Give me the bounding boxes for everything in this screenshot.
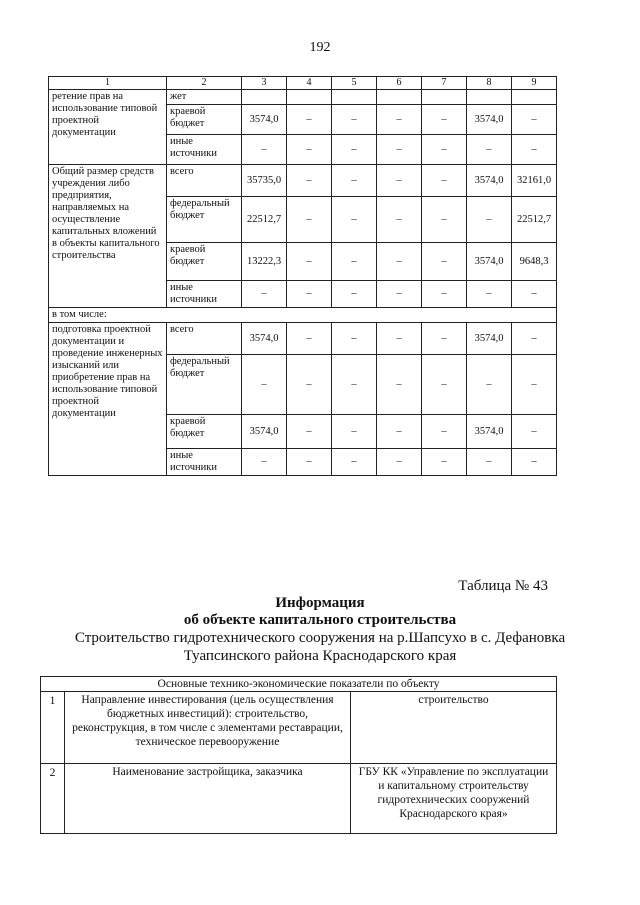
amount-cell: 35735,0 (242, 165, 287, 197)
amount-cell: – (332, 243, 377, 281)
amount-cell (377, 90, 422, 105)
amount-cell: – (332, 281, 377, 308)
indicator-label: Направление инвестирования (цель осуществления бюджетных инвестиций): строительство, реконструкция, в том числе с элементами реставрации, техническое перевооружение (65, 692, 351, 764)
funding-source: краевой бюджет (167, 415, 242, 449)
column-number: 9 (512, 77, 557, 90)
amount-cell: – (287, 281, 332, 308)
amount-cell: – (377, 415, 422, 449)
amount-cell: – (332, 415, 377, 449)
amount-cell (287, 90, 332, 105)
amount-cell: 3574,0 (242, 323, 287, 355)
amount-cell: – (422, 323, 467, 355)
object-name: Строительство гидротехнического сооружения на р.Шапсухо в с. Дефановка (74, 630, 566, 646)
table-row (49, 165, 557, 197)
amount-cell: 3574,0 (467, 323, 512, 355)
amount-cell: – (512, 449, 557, 476)
amount-cell: – (332, 197, 377, 243)
indicators-table (40, 676, 557, 834)
amount-cell: – (242, 281, 287, 308)
amount-cell: – (422, 197, 467, 243)
amount-cell: – (287, 323, 332, 355)
amount-cell: – (287, 105, 332, 135)
amount-cell (422, 90, 467, 105)
amount-cell: 13222,3 (242, 243, 287, 281)
amount-cell: – (377, 165, 422, 197)
amount-cell: – (332, 323, 377, 355)
amount-cell: – (332, 135, 377, 165)
amount-cell: – (512, 355, 557, 415)
object-location: Туапсинского района Краснодарского края (183, 648, 457, 664)
amount-cell: – (422, 449, 467, 476)
row-description: Общий размер средств учреждения либо предприятия, направляемых на осуществление капитальных вложений в объекты капитального строительства (49, 165, 167, 308)
amount-cell: – (467, 197, 512, 243)
amount-cell (467, 90, 512, 105)
amount-cell: – (467, 355, 512, 415)
table-caption: Таблица № 43 (458, 578, 548, 594)
amount-cell: – (377, 243, 422, 281)
amount-cell: – (377, 355, 422, 415)
amount-cell: – (512, 105, 557, 135)
amount-cell: – (332, 449, 377, 476)
amount-cell: – (287, 449, 332, 476)
indicator-value: ГБУ КК «Управление по эксплуатации и капитальному строительству гидротехнических сооружений Краснодарского края» (351, 764, 557, 834)
amount-cell: – (377, 449, 422, 476)
column-number: 3 (242, 77, 287, 90)
funding-source: иные источники (167, 135, 242, 165)
funding-source: всего (167, 323, 242, 355)
column-number: 1 (49, 77, 167, 90)
funding-source: всего (167, 165, 242, 197)
table-row (49, 90, 557, 105)
column-number: 7 (422, 77, 467, 90)
amount-cell: – (422, 135, 467, 165)
amount-cell: 3574,0 (467, 243, 512, 281)
amount-cell: 32161,0 (512, 165, 557, 197)
column-number: 8 (467, 77, 512, 90)
amount-cell: – (287, 135, 332, 165)
amount-cell: – (422, 355, 467, 415)
funding-source: федеральный бюджет (167, 197, 242, 243)
column-number-row (49, 77, 557, 90)
row-description: подготовка проектной документации и проведение инженерных изысканий или приобретение прав на использование типовой проектной документации (49, 323, 167, 476)
amount-cell: 3574,0 (467, 415, 512, 449)
amount-cell: – (422, 281, 467, 308)
amount-cell: – (512, 281, 557, 308)
amount-cell: – (377, 135, 422, 165)
table-block-design-docs (49, 323, 557, 476)
indicators-header: Основные технико-экономические показатели по объекту (41, 677, 557, 692)
amount-cell: – (512, 323, 557, 355)
financing-table (48, 76, 557, 476)
amount-cell: – (377, 197, 422, 243)
amount-cell: 3574,0 (467, 105, 512, 135)
amount-cell: – (467, 135, 512, 165)
doc-title: Информация (275, 595, 365, 611)
amount-cell: 3574,0 (242, 105, 287, 135)
amount-cell: – (242, 355, 287, 415)
amount-cell: – (512, 135, 557, 165)
funding-source: иные источники (167, 449, 242, 476)
amount-cell: 3574,0 (467, 165, 512, 197)
funding-source: федеральный бюджет (167, 355, 242, 415)
amount-cell: – (287, 355, 332, 415)
column-number: 2 (167, 77, 242, 90)
indicator-label: Наименование застройщика, заказчика (65, 764, 351, 834)
row-description: ретение прав на использование типовой проектной документации (49, 90, 167, 165)
amount-cell: – (377, 281, 422, 308)
funding-source: краевой бюджет (167, 105, 242, 135)
indicator-value: строительство (351, 692, 557, 764)
amount-cell: – (287, 243, 332, 281)
amount-cell (242, 90, 287, 105)
amount-cell: – (287, 415, 332, 449)
table-row (49, 323, 557, 355)
amount-cell: 22512,7 (512, 197, 557, 243)
amount-cell: – (467, 281, 512, 308)
amount-cell: 9648,3 (512, 243, 557, 281)
doc-title-2: об объекте капитального строительства (183, 612, 457, 628)
amount-cell: – (422, 415, 467, 449)
column-number: 4 (287, 77, 332, 90)
amount-cell: – (422, 165, 467, 197)
row-index: 2 (41, 764, 65, 834)
amount-cell: – (467, 449, 512, 476)
table-section-label (49, 308, 557, 323)
amount-cell: – (287, 165, 332, 197)
amount-cell: – (422, 243, 467, 281)
amount-cell: – (512, 415, 557, 449)
amount-cell (512, 90, 557, 105)
amount-cell: – (242, 449, 287, 476)
amount-cell: – (332, 355, 377, 415)
amount-cell: – (332, 165, 377, 197)
amount-cell: – (332, 105, 377, 135)
amount-cell: 3574,0 (242, 415, 287, 449)
column-number: 5 (332, 77, 377, 90)
table-block-total-funds (49, 165, 557, 308)
amount-cell: – (422, 105, 467, 135)
section-label: в том числе: (49, 308, 557, 323)
amount-cell: – (287, 197, 332, 243)
amount-cell: – (377, 323, 422, 355)
page-number: 192 (309, 40, 331, 55)
amount-cell: – (242, 135, 287, 165)
amount-cell (332, 90, 377, 105)
row-index: 1 (41, 692, 65, 764)
funding-source: жет (167, 90, 242, 105)
funding-source: иные источники (167, 281, 242, 308)
amount-cell: 22512,7 (242, 197, 287, 243)
funding-source: краевой бюджет (167, 243, 242, 281)
amount-cell: – (377, 105, 422, 135)
column-number: 6 (377, 77, 422, 90)
table-block-design-continued (49, 90, 557, 165)
